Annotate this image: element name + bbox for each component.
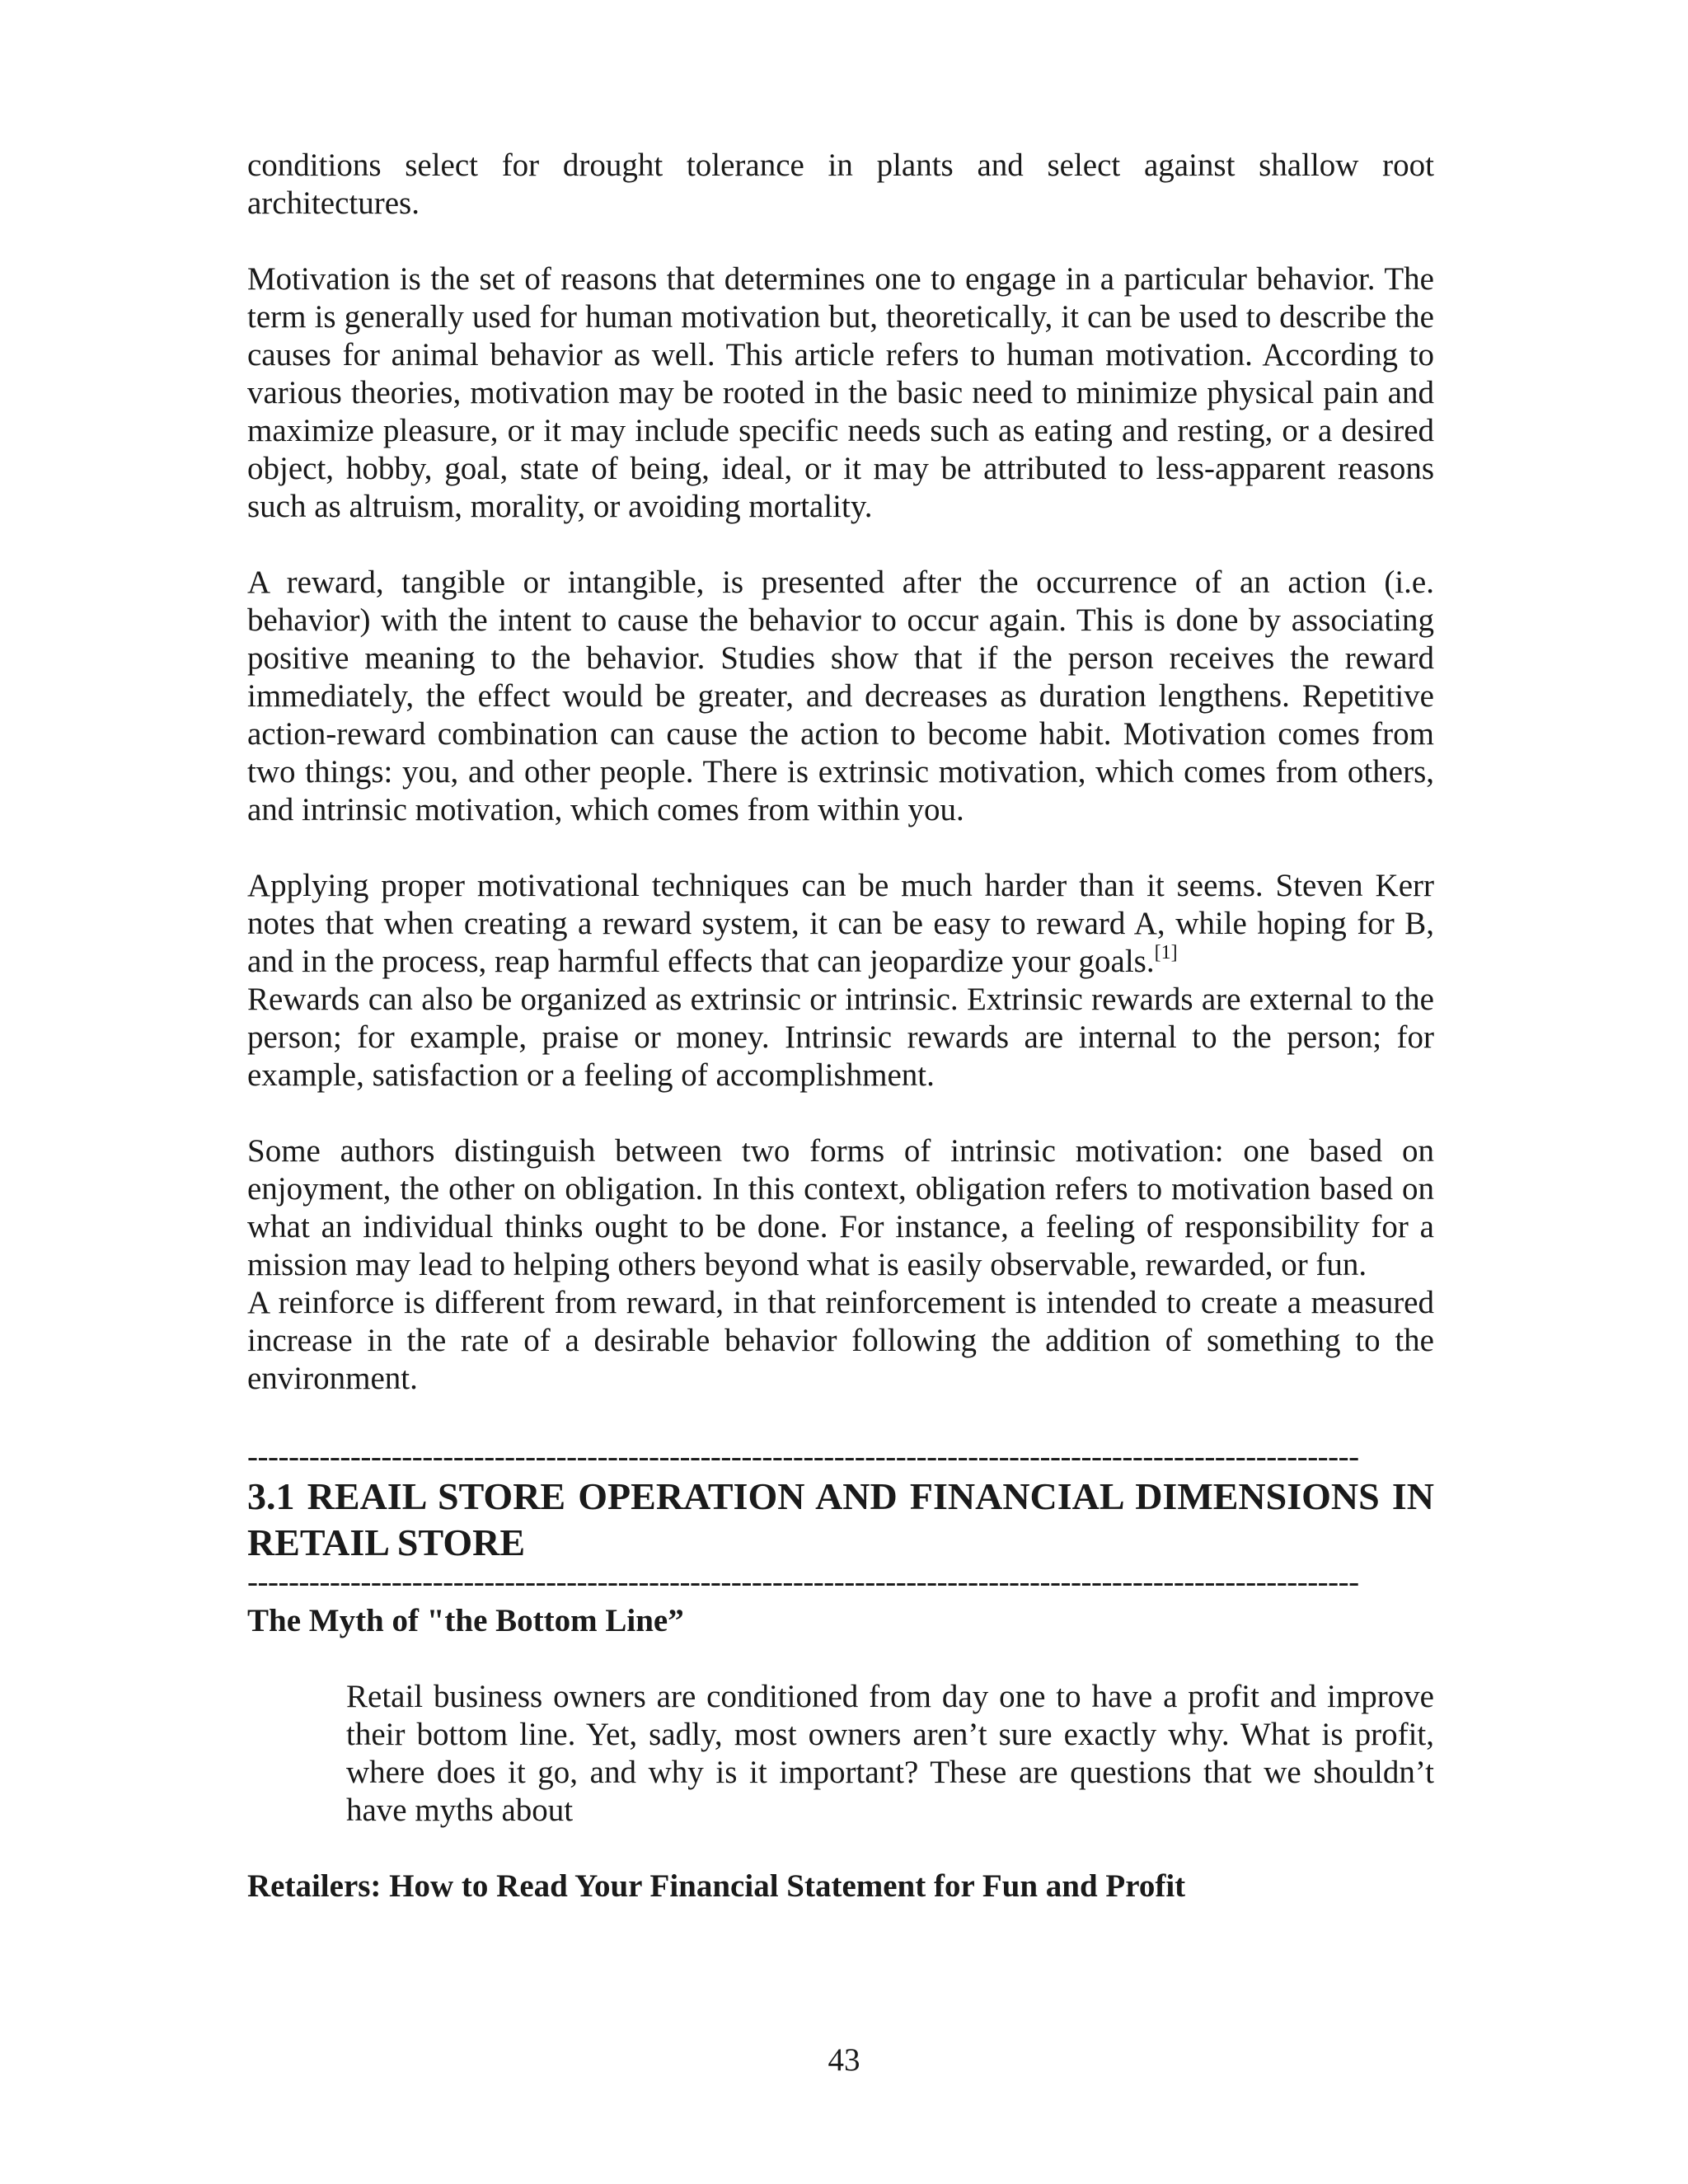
subheading-financial-statement: Retailers: How to Read Your Financial Statement for Fun and Profit bbox=[247, 1868, 1186, 1904]
paragraph-motivational-techniques-text: Applying proper motivational techniques can be much harder than it seems. Steven Kerr notes that when creating a reward system, it can be easy to reward A, while hoping for B, and in the process, reap harmful effects that can jeopardize your goals. bbox=[247, 868, 1434, 979]
paragraph-intrinsic-forms: Some authors distinguish between two forms of intrinsic motivation: one based on enjoyment, the other on obligation. In this context, obligation refers to motivation based on what an individual thinks ought to be done. For instance, a feeling of responsibility for a mission may lead to helping others beyond what is easily observable, rewarded, or fun. bbox=[247, 1133, 1434, 1282]
paragraph-drought: conditions select for drought tolerance in plants and select against shallow root architectures. bbox=[247, 148, 1434, 221]
paragraph-reinforce: A reinforce is different from reward, in that reinforcement is intended to create a measured increase in the rate of a desirable behavior following the addition of something to the environment. bbox=[247, 1285, 1434, 1396]
paragraph-reward: A reward, tangible or intangible, is presented after the occurrence of an action (i.e. behavior) with the intent to cause the behavior to occur again. This is done by associating positive meaning to the behavior. Studies show that if the person receives the reward immediately, the effect would be greater, and decreases as duration lengthens. Repetitive action-reward combination can cause the action to become habit. Motivation comes from two things: you, and other people. There is extrinsic motivation, which comes from others, and intrinsic motivation, which comes from within you. bbox=[247, 565, 1434, 827]
subheading-bottom-line-myth: The Myth of "the Bottom Line” bbox=[247, 1603, 684, 1638]
section-rule-top: ------------------------------------------------------------------------------------------------------------ bbox=[247, 1441, 1359, 1474]
indented-paragraph-retail-profit: Retail business owners are conditioned from day one to have a profit and improve their bottom line. Yet, sadly, most owners aren’t sure exactly why. What is profit, where does it go, and why is it important? These are questions that we shouldn’t have myths about bbox=[346, 1679, 1434, 1828]
paragraph-extrinsic-intrinsic: Rewards can also be organized as extrinsic or intrinsic. Extrinsic rewards are external to the person; for example, praise or money. Intrinsic rewards are internal to the person; for example, satisfaction or a feeling of accomplishment. bbox=[247, 982, 1434, 1093]
section-title: 3.1 REAIL STORE OPERATION AND FINANCIAL DIMENSIONS IN RETAIL STORE bbox=[247, 1475, 1434, 1563]
paragraph-motivation-definition: Motivation is the set of reasons that determines one to engage in a particular behavior. The term is generally used for human motivation but, theoretically, it can be used to describe the causes for animal behavior as well. This article refers to human motivation. According to various theories, motivation may be rooted in the basic need to minimize physical pain and maximize pleasure, or it may include specific needs such as eating and resting, or a desired object, hobby, goal, state of being, ideal, or it may be attributed to less-apparent reasons such as altruism, morality, or avoiding mortality. bbox=[247, 261, 1434, 524]
paragraph-motivational-techniques bbox=[247, 867, 1434, 981]
section-rule-bottom: ------------------------------------------------------------------------------------------------------------ bbox=[247, 1566, 1359, 1599]
page-number: 43 bbox=[828, 2042, 860, 2078]
page-content bbox=[247, 147, 1434, 1905]
footnote-reference: [1] bbox=[1154, 942, 1178, 963]
